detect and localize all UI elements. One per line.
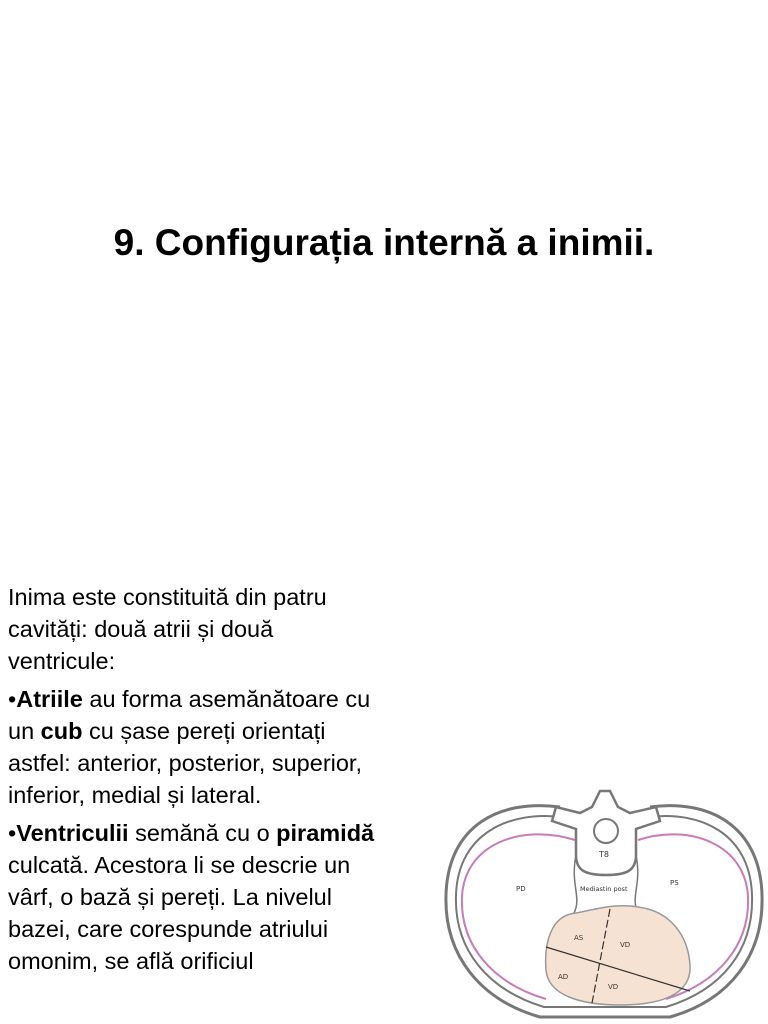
cub-term: cub: [40, 718, 83, 744]
atria-text-1: au forma asemănătoare cu un: [8, 686, 371, 744]
label-as: AS: [574, 934, 584, 942]
ventricles-text-2: culcată. Acestora li se descrie un vârf, o bază și pereți. La nivelul bazei, care corespunde atriului omonim, se află orificiul: [8, 852, 351, 974]
bullet-marker: •: [8, 686, 17, 712]
ventricles-bullet: [8, 817, 380, 977]
atria-text-2: cu șase pereți orientați astfel: anterior, posterior, superior, inferior, medial și lateral.: [8, 718, 362, 808]
label-vd-upper: VD: [620, 941, 631, 949]
ventricles-text-1: semănă cu o: [128, 820, 277, 846]
thorax-diagram-svg: [440, 785, 768, 1024]
label-mediastinum: Mediastin post: [580, 885, 628, 893]
ventricles-term: Ventriculii: [16, 820, 129, 846]
slide-title: 9. Configurația internă a inimii.: [113, 222, 655, 263]
label-ad: AD: [558, 973, 569, 981]
vertebral-foramen: [594, 819, 618, 843]
atria-bullet: [8, 683, 380, 811]
piramida-term: piramidă: [276, 820, 375, 846]
atria-term: Atriile: [16, 686, 83, 712]
bullet-marker: •: [8, 820, 17, 846]
label-vd-lower: VD: [608, 983, 619, 991]
body-text: [8, 581, 380, 983]
label-ps: PS: [670, 879, 679, 887]
label-pd: PD: [516, 885, 526, 893]
thorax-section-diagram: [440, 785, 768, 1024]
intro-paragraph: Inima este constituită din patru cavități: două atrii și două ventricule:: [8, 584, 327, 674]
label-t8: T8: [599, 850, 609, 859]
